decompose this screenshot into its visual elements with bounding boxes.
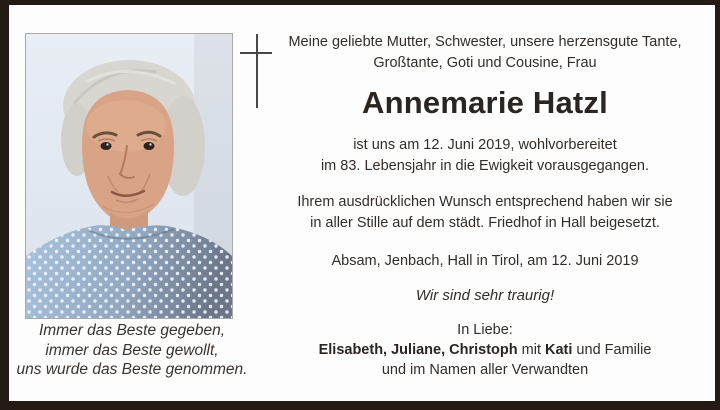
death-line: im 83. Lebensjahr in die Ewigkeit vorausgegangen. [320, 158, 650, 174]
deceased-name: Annemarie Hatzl [362, 85, 608, 120]
intro-line: Meine geliebte Mutter, Schwester, unsere herzensgute Tante, [288, 34, 682, 50]
love-label: In Liebe: [457, 322, 513, 338]
verse-line: Immer das Beste gegeben, [38, 322, 226, 339]
cross-vertical-bar [256, 34, 258, 108]
verse-line: immer das Beste gewollt, [45, 341, 219, 359]
mourners-names-bold: Elisabeth, Juliane, Christoph [318, 342, 518, 358]
place-date-line: Absam, Jenbach, Hall in Tirol, am 12. Juni 2019 [331, 253, 639, 269]
death-announcement [262, 135, 708, 177]
mourners-end-text: und Familie [572, 342, 652, 358]
mourners-name-bold: Kati [545, 342, 573, 358]
burial-announcement [262, 192, 708, 234]
mourners-mid-text: mit [517, 342, 545, 358]
mourners-block [262, 341, 708, 380]
announcement-column [262, 0, 708, 410]
death-line: ist uns am 12. Juni 2019, wohlvorbereitet [353, 137, 617, 153]
memorial-verse [8, 321, 256, 380]
intro-text [262, 32, 708, 74]
mourners-line-2: und im Namen aller Verwandten [381, 361, 589, 378]
grief-line: Wir sind sehr traurig! [415, 287, 555, 304]
burial-line: Ihrem ausdrücklichen Wunsch entsprechend haben wir sie [297, 194, 673, 210]
verse-line: uns wurde das Beste genommen. [16, 361, 248, 378]
portrait-illustration [26, 34, 232, 318]
mourners-line-1 [262, 341, 708, 361]
portrait-photo [25, 33, 233, 319]
intro-line: Großtante, Goti und Cousine, Frau [373, 55, 597, 71]
burial-line: in aller Stille auf dem städt. Friedhof in Hall beigesetzt. [310, 215, 660, 231]
